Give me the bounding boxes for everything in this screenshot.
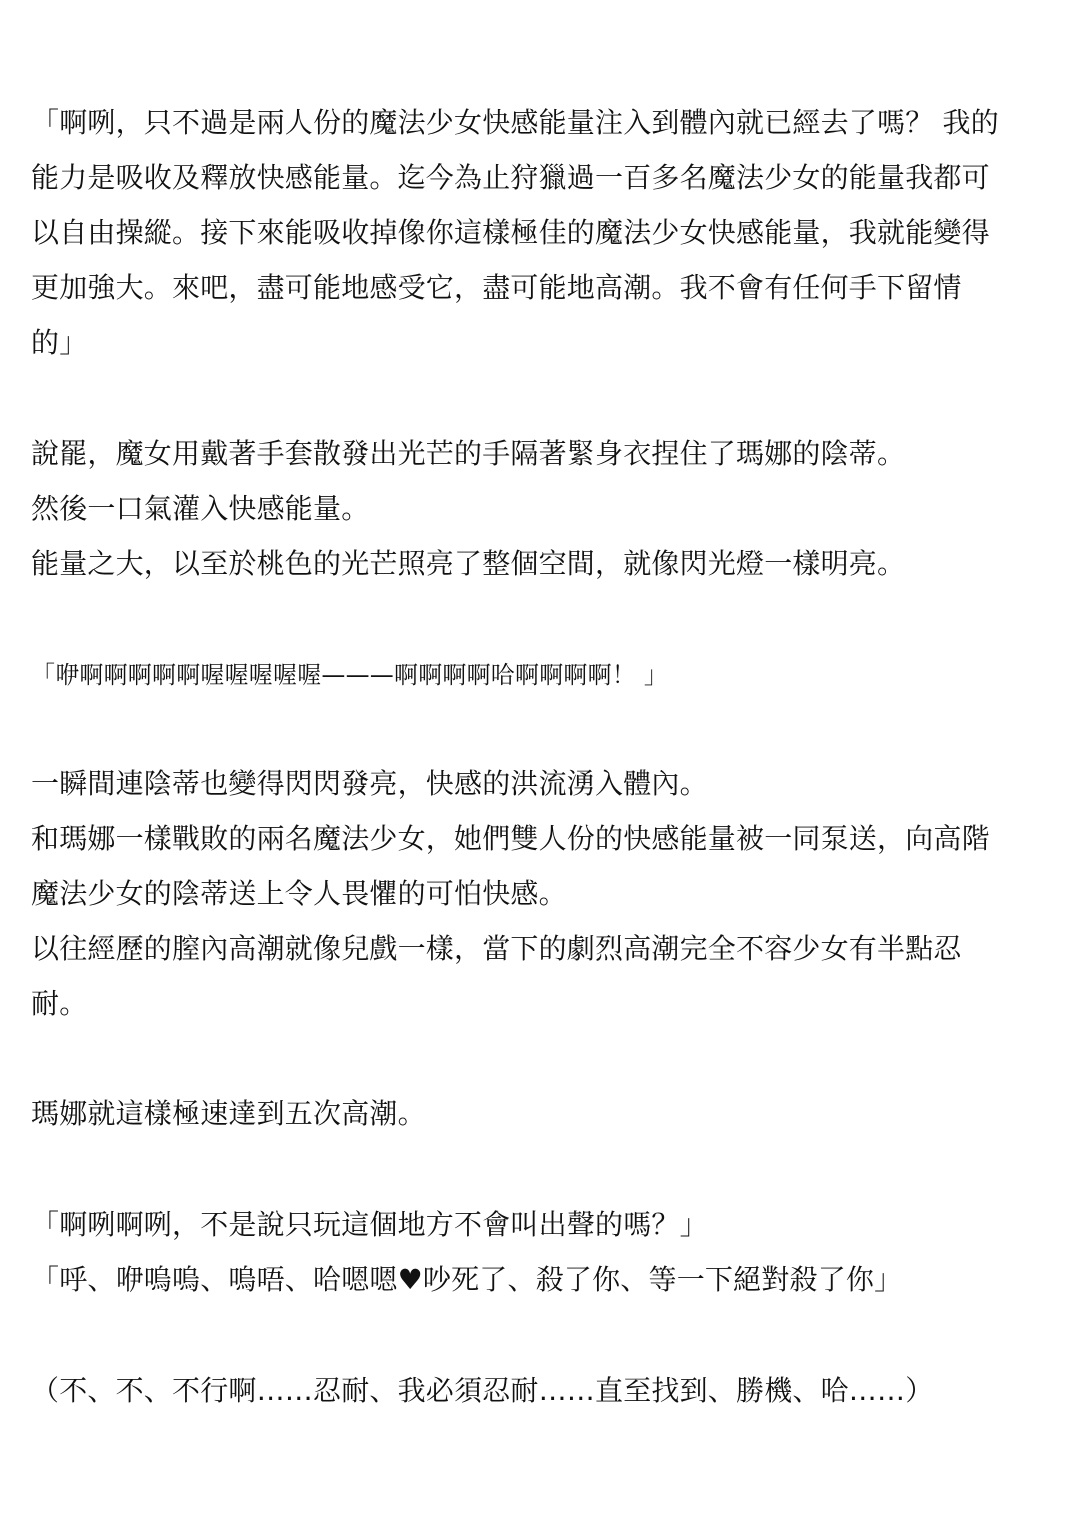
text-line: （不、不、不行啊……忍耐、我必須忍耐……直至找到、勝機、哈……） bbox=[31, 1374, 934, 1407]
text-line: 耐。 bbox=[31, 987, 88, 1020]
text-line: 瑪娜就這樣極速達到五次高潮。 bbox=[31, 1097, 426, 1130]
text-line: 以自由操縱。接下來能吸收掉像你這樣極佳的魔法少女快感能量，我就能變得 bbox=[31, 216, 990, 249]
text-line: 說罷，魔女用戴著手套散發出光芒的手隔著緊身衣捏住了瑪娜的陰蒂。 bbox=[31, 437, 906, 470]
text-line: 魔法少女的陰蒂送上令人畏懼的可怕快感。 bbox=[31, 877, 567, 910]
text-line: 「啊咧，只不過是兩人份的魔法少女快感能量注入到體內就已經去了嗎？ 我的 bbox=[31, 106, 999, 139]
text-line: 的」 bbox=[31, 326, 88, 359]
text-line: 「啊咧啊咧，不是說只玩這個地方不會叫出聲的嗎？」 bbox=[31, 1208, 708, 1241]
text-line: 然後一口氣灌入快感能量。 bbox=[31, 492, 370, 525]
text-line: 一瞬間連陰蒂也變得閃閃發亮，快感的洪流湧入體內。 bbox=[31, 767, 708, 800]
text-line: 更加強大。來吧，盡可能地感受它，盡可能地高潮。我不會有任何手下留情 bbox=[31, 271, 962, 304]
text-line: 「呼、咿嗚嗚、嗚唔、哈嗯嗯♥吵死了、殺了你、等一下絕對殺了你」 bbox=[31, 1263, 903, 1296]
text-line: 以往經歷的膣內高潮就像兒戲一樣，當下的劇烈高潮完全不容少女有半點忍 bbox=[31, 932, 962, 965]
text-line: 能量之大，以至於桃色的光芒照亮了整個空間，就像閃光燈一樣明亮。 bbox=[31, 547, 906, 580]
text-line: 「咿啊啊啊啊啊喔喔喔喔喔———啊啊啊啊哈啊啊啊啊！ 」 bbox=[31, 661, 669, 689]
text-line: 能力是吸收及釋放快感能量。迄今為止狩獵過一百多名魔法少女的能量我都可 bbox=[31, 161, 990, 194]
text-line: 和瑪娜一樣戰敗的兩名魔法少女，她們雙人份的快感能量被一同泵送，向高階 bbox=[31, 822, 990, 855]
